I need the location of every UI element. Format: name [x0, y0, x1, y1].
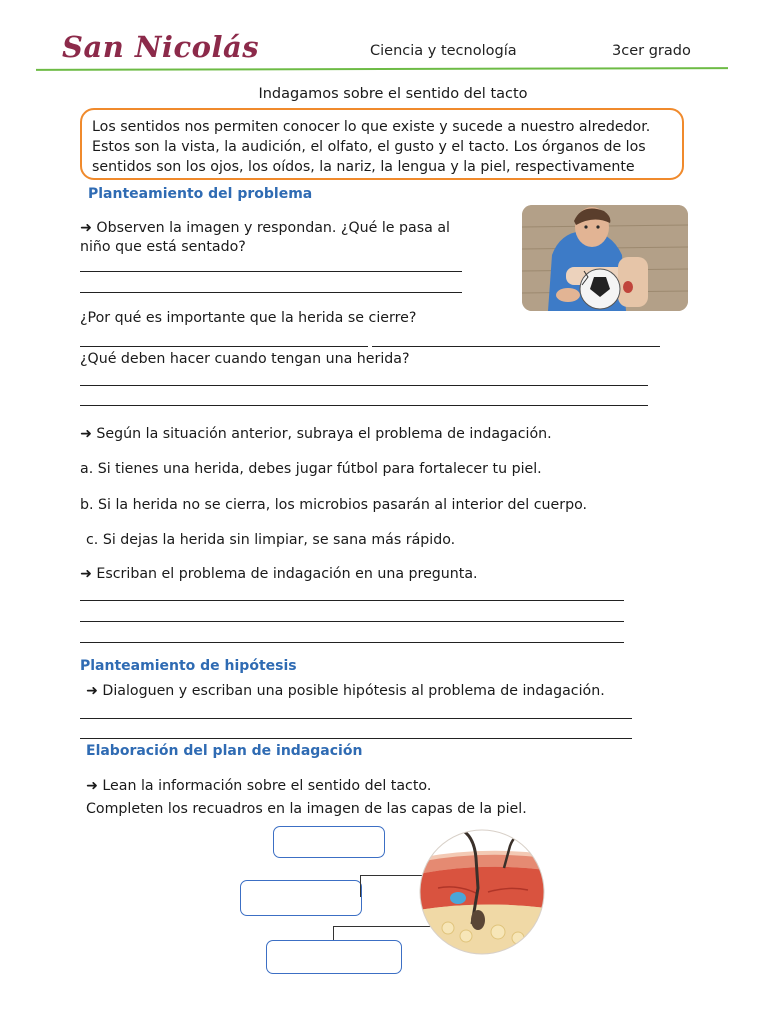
question-2: ¿Por qué es importante que la herida se cierre? [80, 310, 417, 326]
answer-blank[interactable] [80, 600, 624, 601]
answer-blank[interactable] [80, 718, 632, 719]
answer-blank[interactable] [80, 271, 462, 272]
plan-instruction-2: Completen los recuadros en la imagen de las capas de la piel. [86, 801, 527, 817]
label-box-middle[interactable] [240, 880, 362, 916]
underline-instruction: ➜ Según la situación anterior, subraya el problema de indagación. [80, 426, 552, 442]
answer-blank[interactable] [80, 346, 368, 347]
intro-line: Estos son la vista, la audición, el olfato, el gusto y el tacto. Los órganos de los [92, 139, 646, 155]
connector-line [360, 875, 361, 897]
section-heading-problem: Planteamiento del problema [88, 186, 313, 202]
header-rule [36, 67, 728, 71]
answer-blank[interactable] [80, 405, 648, 406]
hypothesis-instruction: ➜ Dialoguen y escriban una posible hipótesis al problema de indagación. [86, 683, 605, 699]
answer-blank[interactable] [80, 738, 632, 739]
grade-label: 3cer grado [612, 43, 691, 59]
intro-line: sentidos son los ojos, los oídos, la nariz, la lengua y la piel, respectivamente [92, 159, 635, 175]
worksheet-title: Indagamos sobre el sentido del tacto [258, 86, 528, 102]
label-box-top[interactable] [273, 826, 385, 858]
option-a[interactable]: a. Si tienes una herida, debes jugar fútbol para fortalecer tu piel. [80, 461, 542, 477]
question-3: ¿Qué deben hacer cuando tengan una herida? [80, 351, 410, 367]
option-c[interactable]: c. Si dejas la herida sin limpiar, se sana más rápido. [86, 532, 456, 548]
answer-blank[interactable] [80, 642, 624, 643]
answer-blank[interactable] [80, 292, 462, 293]
write-question-instruction: ➜ Escriban el problema de indagación en una pregunta. [80, 566, 478, 582]
section-heading-plan: Elaboración del plan de indagación [86, 743, 363, 759]
plan-instruction-1: ➜ Lean la información sobre el sentido del tacto. [86, 778, 432, 794]
injured-boy-photo [522, 205, 688, 311]
section-heading-hypothesis: Planteamiento de hipótesis [80, 658, 297, 674]
skin-layers-illustration [418, 828, 546, 956]
option-b[interactable]: b. Si la herida no se cierra, los microbios pasarán al interior del cuerpo. [80, 497, 588, 513]
connector-line [333, 926, 334, 940]
question-1-line-2: niño que está sentado? [80, 239, 246, 255]
answer-blank[interactable] [80, 621, 624, 622]
intro-box [80, 108, 684, 180]
answer-blank[interactable] [80, 385, 648, 386]
subject-label: Ciencia y tecnología [370, 43, 517, 59]
answer-blank[interactable] [372, 346, 660, 347]
label-box-bottom[interactable] [266, 940, 402, 974]
question-1-line-1: ➜ Observen la imagen y respondan. ¿Qué le pasa al [80, 220, 450, 236]
intro-line: Los sentidos nos permiten conocer lo que existe y sucede a nuestro alrededor. [92, 119, 651, 135]
school-logo: San Nicolás [62, 30, 260, 64]
